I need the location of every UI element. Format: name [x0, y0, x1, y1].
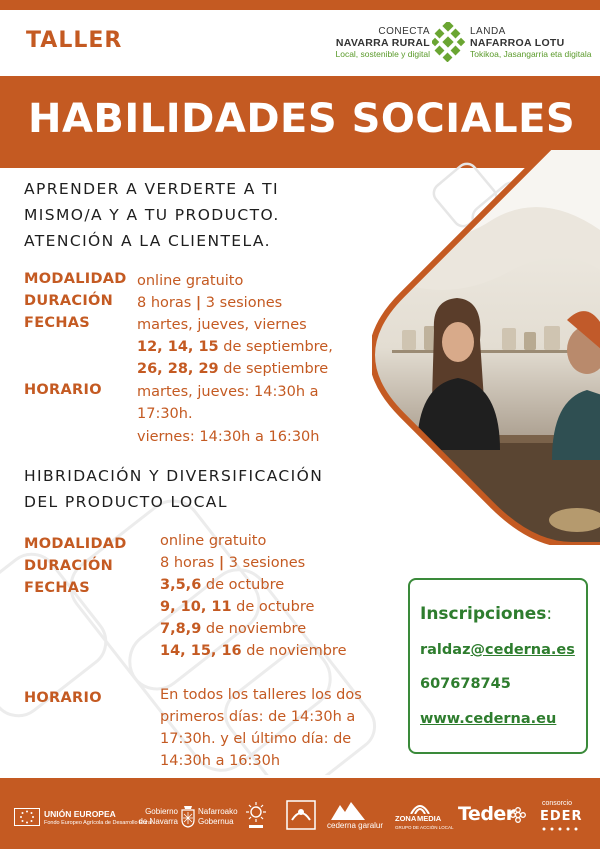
brand-left-line2: NAVARRA RURAL [335, 37, 430, 49]
navarra-shield-icon [181, 806, 195, 828]
w2-label-fechas: FECHAS [24, 580, 91, 596]
w1-horario-line3: viernes: 14:30h a 16:30h [137, 429, 320, 445]
conecta-navarra-rural-logo [318, 20, 590, 66]
w2-horario-line1: En todos los talleres los dos [160, 687, 362, 703]
w2-fechas-3-rest: de noviembre [201, 621, 307, 637]
eu-line2: Fondo Europeo Agrícola de Desarrollo Rural [44, 820, 153, 826]
w2-fechas-1-bold: 3,5,6 [160, 577, 202, 593]
eu-line1: UNIÓN EUROPEA [44, 809, 116, 819]
workshop1-heading-line1: APRENDER A VERDERTE A TI [24, 180, 279, 198]
brand-right-text [470, 26, 591, 60]
eder-small: consorcio [542, 800, 572, 807]
w2-fechas-line2 [160, 596, 314, 618]
w2-duracion-bar: | [218, 555, 225, 571]
page-title: HABILIDADES SOCIALES [28, 96, 576, 142]
zona-media-logo [395, 800, 454, 832]
teder-logo [458, 803, 528, 829]
w1-fechas-2-rest: de septiembre [218, 361, 329, 377]
inscripciones-title [420, 604, 552, 624]
email-domain: @cederna.es [470, 642, 575, 658]
footer-logos-bar [0, 778, 600, 849]
teder-flower-icon [510, 807, 526, 823]
workshop1-heading-line3: ATENCIÓN A LA CLIENTELA. [24, 232, 271, 250]
w2-horario-line4: 14:30h a 16:30h [160, 753, 281, 769]
brand-right-line3: Tokikoa, Jasangarria eta digitala [470, 49, 592, 59]
brand-left-line3: Local, sostenible y digital [335, 49, 430, 59]
inscripciones-box [408, 578, 588, 754]
w1-horario-line1: martes, jueves: 14:30h a [137, 384, 319, 400]
w2-horario-line2: primeros días: de 14:30h a [160, 709, 356, 725]
w1-fechas-line2 [137, 358, 328, 380]
w1-horario-line2: 17:30h. [137, 406, 193, 422]
workshop-photo [372, 150, 600, 545]
w1-duracion-value [137, 292, 282, 314]
w1-fechas-2-bold: 26, 28, 29 [137, 361, 219, 377]
w2-fechas-4-bold: 14, 15, 16 [160, 643, 242, 659]
teder-text: Teder [458, 803, 515, 825]
zona-line2: MEDIA [417, 814, 442, 823]
website-link[interactable]: www.cederna.eu [420, 711, 557, 727]
eder-text: EDER [540, 809, 583, 824]
leader-square-icon [286, 800, 316, 830]
w2-duracion-pre: 8 horas [160, 555, 219, 571]
green-squares-icon [432, 22, 466, 62]
zona-line1: ZONA [395, 814, 417, 823]
w1-fechas-1-rest: de septiembre, [218, 339, 333, 355]
w1-fechas-days: martes, jueves, viernes [137, 317, 307, 333]
w2-fechas-4-rest: de noviembre [241, 643, 347, 659]
workshop2-heading-line1: HIBRIDACIÓN Y DIVERSIFICACIÓN [24, 467, 324, 485]
gobierno-navarra-logo [138, 806, 238, 832]
w2-duracion-value [160, 552, 305, 574]
workshop2-heading-line2: DEL PRODUCTO LOCAL [24, 493, 228, 511]
w1-label-horario: HORARIO [24, 382, 102, 398]
gob-left2: de Navarra [138, 817, 178, 826]
email-user: raldaz [420, 642, 471, 658]
w2-duracion-post: 3 sesiones [224, 555, 306, 571]
w1-duracion-post: 3 sesiones [201, 295, 283, 311]
sun-emblem-icon [245, 802, 267, 830]
cederna-mountain-icon [331, 802, 365, 820]
w2-fechas-1-rest: de octubre [201, 577, 285, 593]
brand-right-line2: NAFARROA LOTU [470, 37, 565, 49]
workshop2-heading [24, 463, 384, 515]
w1-label-duracion: DURACIÓN [24, 293, 114, 309]
w2-label-duracion: DURACIÓN [24, 558, 114, 574]
zona-line3: GRUPO DE ACCIÓN LOCAL [395, 825, 454, 830]
phone-number: 607678745 [420, 676, 511, 692]
cederna-text: cederna garalur [327, 821, 384, 830]
w2-fechas-line4 [160, 640, 346, 662]
w2-fechas-3-bold: 7,8,9 [160, 621, 202, 637]
w2-label-modalidad: MODALIDAD [24, 536, 127, 552]
inscripciones-title-text: Inscripciones [420, 604, 547, 624]
zona-media-arcs-icon [409, 800, 431, 814]
w2-modalidad-value: online gratuito [160, 533, 267, 549]
w1-fechas-1-bold: 12, 14, 15 [137, 339, 219, 355]
w2-fechas-2-bold: 9, 10, 11 [160, 599, 232, 615]
workshop1-heading [24, 176, 354, 254]
gob-right2: Gobernua [198, 817, 234, 826]
w2-fechas-2-rest: de octubre [231, 599, 315, 615]
w1-label-modalidad: MODALIDAD [24, 271, 127, 287]
w2-label-horario: HORARIO [24, 690, 102, 706]
w2-horario-line3: 17:30h. y el último día: de [160, 731, 352, 747]
eu-flag-icon [14, 808, 40, 826]
gob-left1: Gobierno [145, 807, 178, 816]
consorcio-eder-logo [540, 800, 584, 834]
workshop1-heading-line2: MISMO/A Y A TU PRODUCTO. [24, 206, 280, 224]
w1-duracion-pre: 8 horas [137, 295, 196, 311]
w1-fechas-line1 [137, 336, 333, 358]
w1-duracion-bar: | [195, 295, 202, 311]
eyebrow-taller: TALLER [26, 28, 123, 53]
w1-label-fechas: FECHAS [24, 315, 91, 331]
gob-right1: Nafarroako [198, 807, 238, 816]
eder-dots-icon [540, 826, 580, 832]
w2-fechas-line1 [160, 574, 284, 596]
brand-left-text [335, 26, 430, 60]
w1-modalidad-value: online gratuito [137, 273, 244, 289]
email-link[interactable] [420, 642, 575, 658]
brand-left-line1: CONECTA [378, 26, 430, 37]
cederna-logo [327, 802, 387, 832]
w2-fechas-line3 [160, 618, 306, 640]
top-accent-bar [0, 0, 600, 10]
inscripciones-colon: : [546, 604, 553, 624]
brand-right-line1: LANDA [470, 26, 506, 37]
